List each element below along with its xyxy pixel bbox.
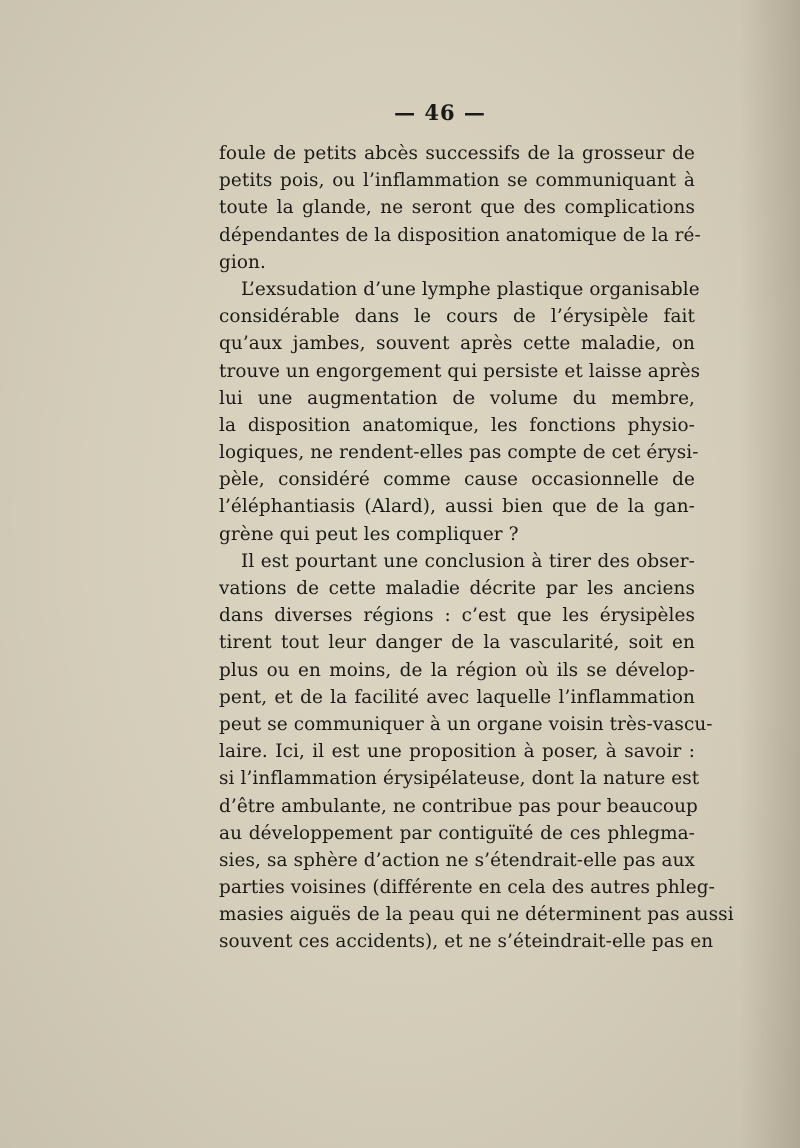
page-number: — 46 — <box>394 100 486 125</box>
text-line: logiques, ne rendent-elles pas compte de cet érysi- <box>219 442 699 464</box>
text-line: d’être ambulante, ne contribue pas pour beaucoup <box>219 795 698 817</box>
text-line: tirent tout leur danger de la vascularité, soit en <box>219 632 695 654</box>
text-line: qu’aux jambes, souvent après cette maladie, on <box>219 333 695 355</box>
text-line: petits pois, ou l’inflammation se communiquant à <box>219 170 695 192</box>
text-line: foule de petits abcès successifs de la grosseur de <box>219 143 695 164</box>
text-line: dépendantes de la disposition anatomique de la ré- <box>219 224 701 246</box>
text-line: vations de cette maladie décrite par les anciens <box>219 578 695 599</box>
text-line: l’éléphantiasis (Alard), aussi bien que de la gan- <box>219 496 695 518</box>
text-line: Il est pourtant une conclusion à tirer des obser- <box>241 550 695 572</box>
text-line: gion. <box>219 251 266 273</box>
text-line: parties voisines (différente en cela des autres phleg- <box>219 877 715 899</box>
text-line: dans diverses régions : c’est que les érysipèles <box>219 605 695 627</box>
text-line: considérable dans le cours de l’érysipèle fait <box>219 306 695 328</box>
text-line: trouve un engorgement qui persiste et laisse après <box>219 360 701 382</box>
text-line: laire. Ici, il est une proposition à poser, à savoir : <box>219 741 695 763</box>
text-line: au développement par contiguïté de ces phlegma- <box>219 822 695 844</box>
text-line: L’exsudation d’une lymphe plastique organisable <box>241 278 700 300</box>
text-line: lui une augmentation de volume du membre, <box>219 387 695 409</box>
text-line: plus ou en moins, de la région où ils se dévelop- <box>219 659 695 681</box>
body-text <box>219 140 734 956</box>
text-line: pèle, considéré comme cause occasionnelle de <box>219 469 695 491</box>
text-line: grène qui peut les compliquer ? <box>219 523 519 545</box>
text-line: si l’inflammation érysipélateuse, dont la nature est <box>219 768 700 790</box>
page-edge-shadow <box>740 0 800 1148</box>
text-line: toute la glande, ne seront que des complications <box>219 197 695 219</box>
text-line: peut se communiquer à un organe voisin très-vascu- <box>219 713 713 735</box>
text-line: masies aiguës de la peau qui ne déterminent pas aussi <box>219 904 734 926</box>
text-line: la disposition anatomique, les fonctions physio- <box>219 414 695 436</box>
text-line: sies, sa sphère d’action ne s’étendrait-elle pas aux <box>219 849 695 871</box>
text-line: pent, et de la facilité avec laquelle l’inflammation <box>219 686 695 708</box>
text-line: souvent ces accidents), et ne s’éteindrait-elle pas en <box>219 931 714 953</box>
